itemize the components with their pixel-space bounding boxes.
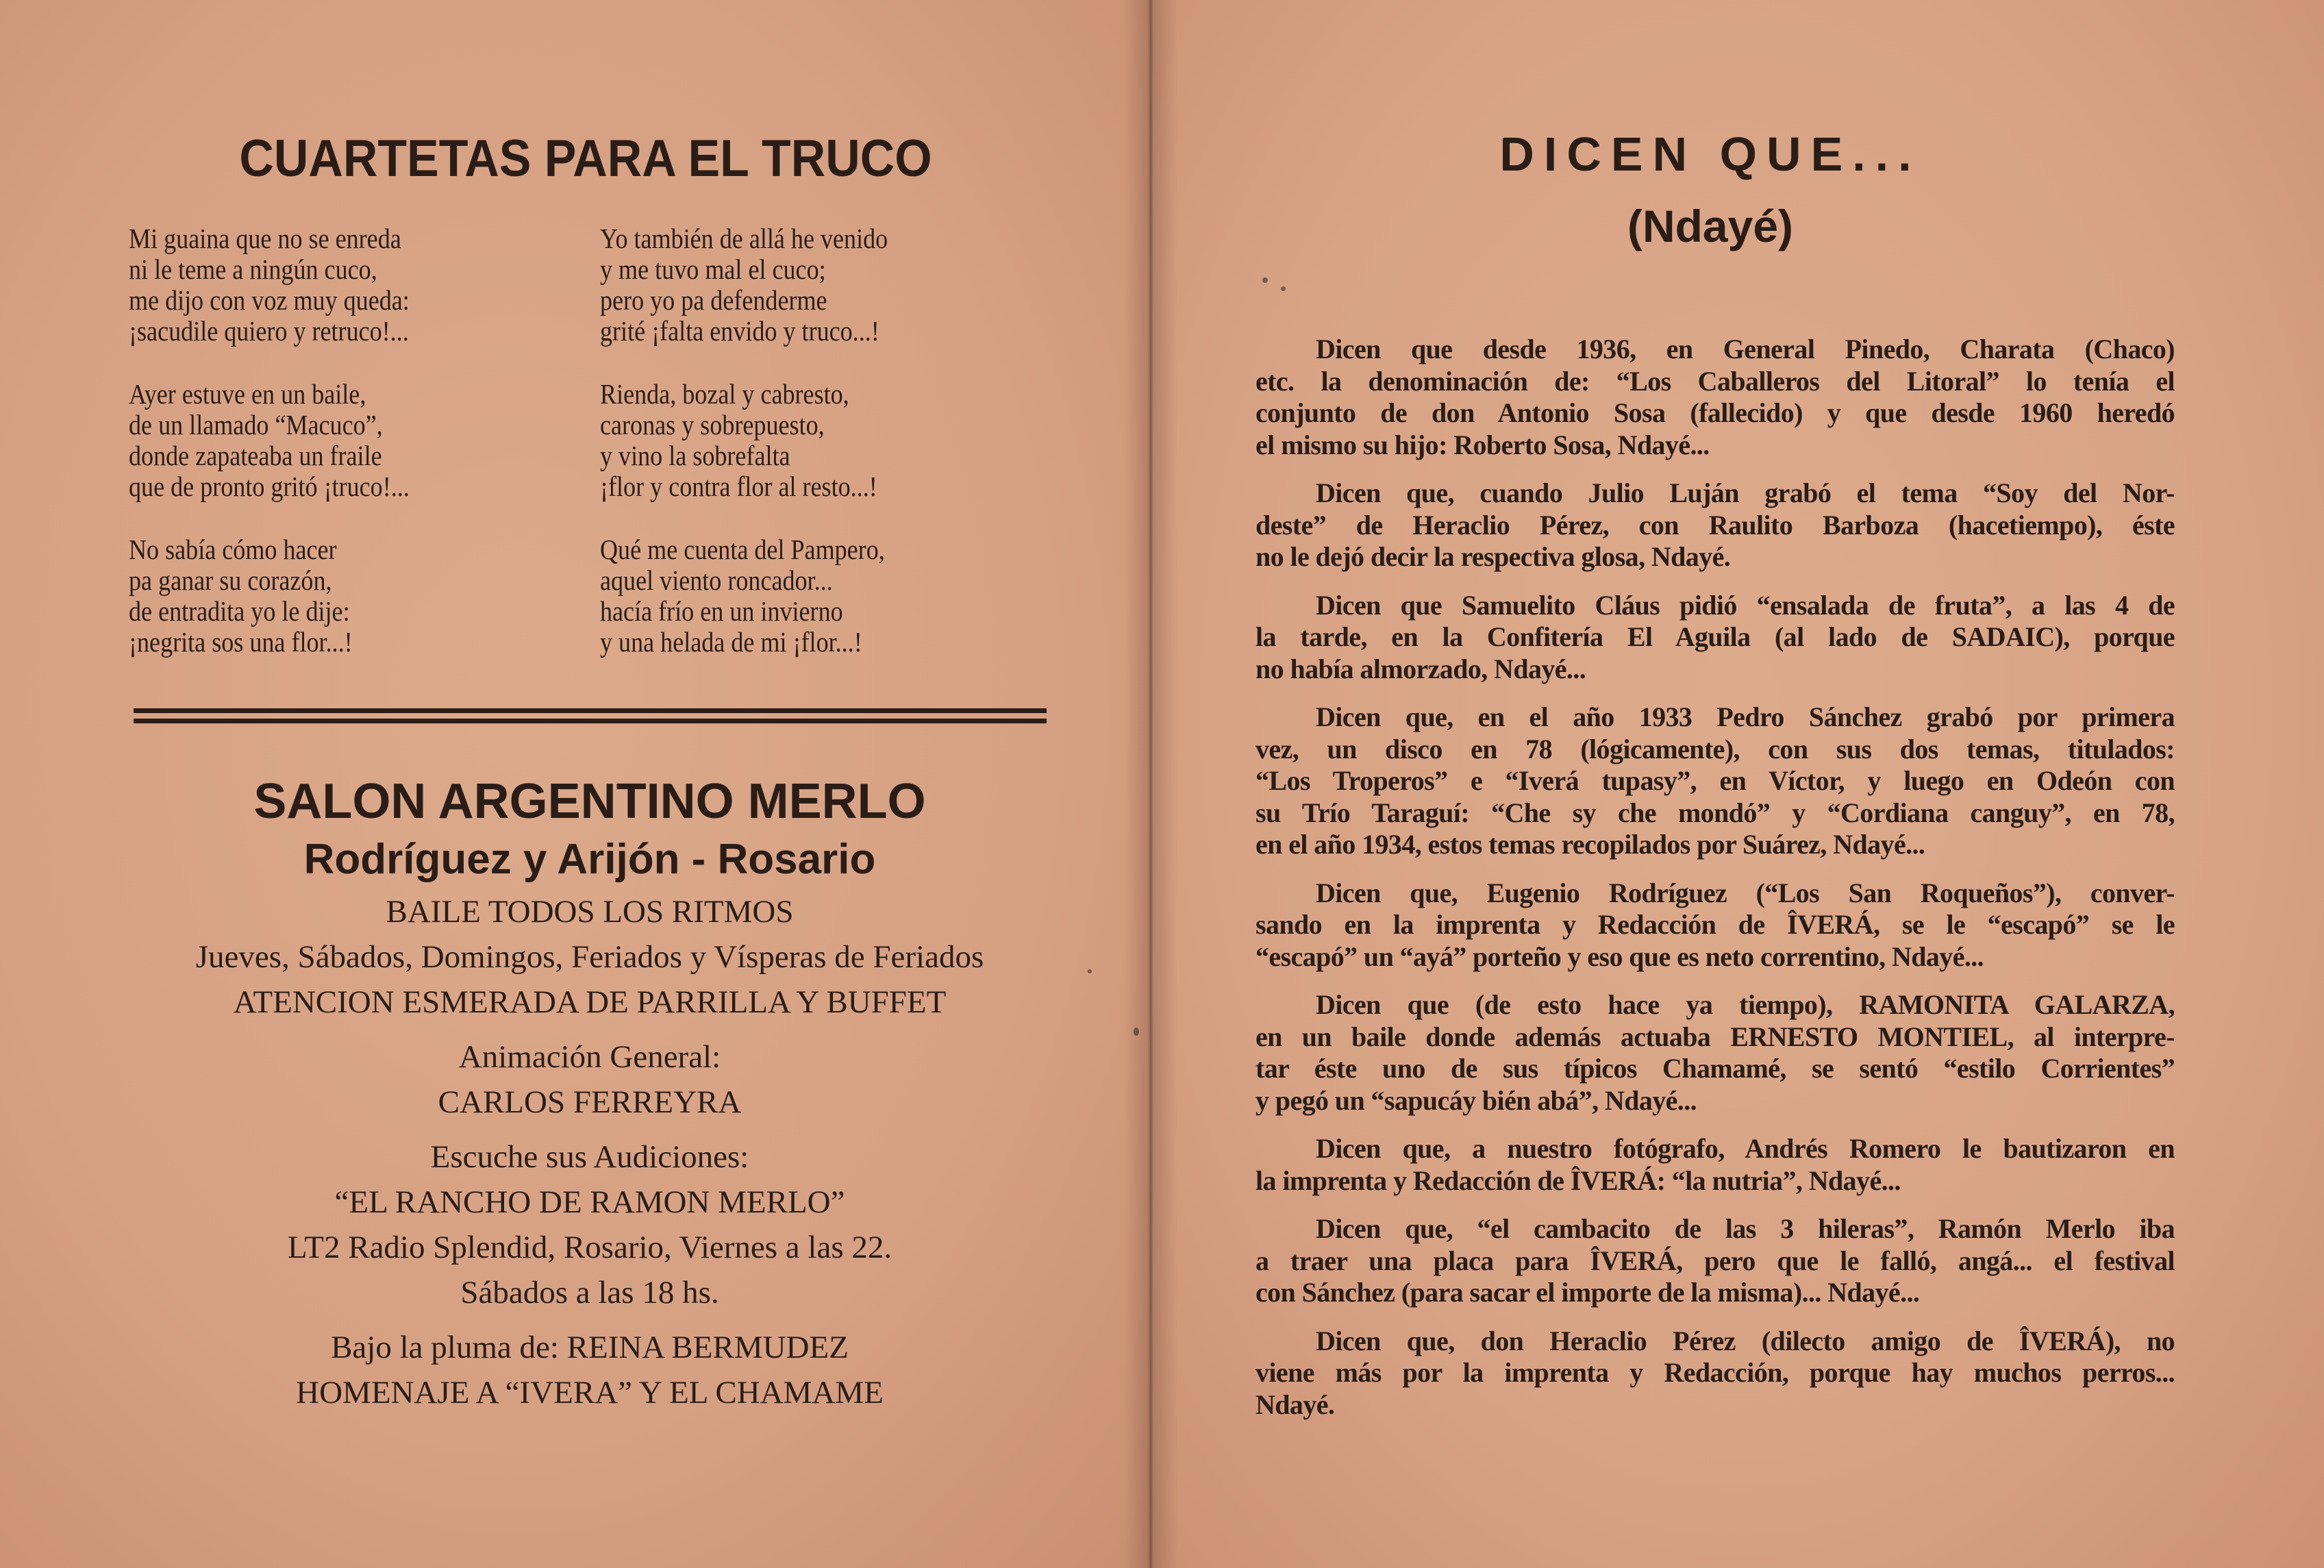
poem-line: Ayer estuve en un baile, — [129, 378, 366, 410]
poem-line: y una helada de mi ¡flor...! — [600, 626, 862, 658]
poem-column-left — [129, 223, 448, 690]
poem-line: Mi guaina que no se enreda — [129, 223, 401, 254]
poem-line: que de pronto gritó ¡truco!... — [129, 471, 410, 502]
ad-lines — [0, 889, 1179, 1415]
article-line: con Sánchez (para sacar el importe de la misma)... Ndayé... — [1255, 1277, 1920, 1308]
article-line: no le dejó decir la respectiva glosa, Ndayé. — [1255, 541, 1731, 572]
ad-line: Escuche sus Audiciones: — [430, 1139, 749, 1175]
article-line: Dicen que, cuando Julio Luján grabó el tema “Soy del Nor- — [1316, 477, 2175, 508]
article-line: vez, un disco en 78 (lógicamente), con sus dos temas, titulados: — [1255, 733, 2175, 764]
ndaye-subtitle: (Ndayé) — [1627, 201, 1794, 251]
poem-line: No sabía cómo hacer — [129, 534, 337, 565]
article-paragraph — [1255, 334, 2175, 461]
stanza — [129, 379, 448, 502]
poem-column-right — [600, 223, 927, 690]
article-line: Dicen que Samuelito Cláus pidió “ensalada de fruta”, a las 4 de — [1316, 589, 2175, 621]
poem-line: ¡sacudile quiero y retruco!... — [129, 315, 409, 347]
poem-line: hacía frío en un invierno — [600, 595, 843, 627]
article-line: Dicen que, a nuestro fotógrafo, Andrés Romero le bautizaron en — [1316, 1133, 2175, 1164]
article-line: Dicen que, Eugenio Rodríguez (“Los San Roqueños”), conver- — [1316, 877, 2175, 908]
poem-line: de entradita yo le dije: — [129, 595, 350, 627]
article-line: Dicen que, “el cambacito de las 3 hileras”, Ramón Merlo iba — [1316, 1213, 2175, 1244]
ad-line: BAILE TODOS LOS RITMOS — [386, 894, 794, 930]
article-paragraph — [1255, 1133, 2175, 1197]
poem-line: ni le teme a ningún cuco, — [129, 253, 377, 285]
poem-line: me dijo con voz muy queda: — [129, 284, 410, 316]
print-speck — [1088, 969, 1092, 973]
article-line: sando en la imprenta y Redacción de ÎVERÁ, se le “escapó” se le — [1255, 909, 2175, 940]
article-line: en el año 1934, estos temas recopilados por Suárez, Ndayé... — [1255, 829, 1925, 860]
poem-line: pa ganar su corazón, — [129, 564, 332, 596]
article-line: la imprenta y Redacción de ÎVERÁ: “la nutria”, Ndayé... — [1255, 1165, 1901, 1196]
print-speck — [1134, 1028, 1139, 1036]
print-speck — [1281, 286, 1286, 291]
print-speck — [1262, 277, 1268, 283]
poem-line: caronas y sobrepuesto, — [600, 409, 825, 440]
dicen-que-title: DICEN QUE... — [1499, 127, 1921, 181]
stanza — [129, 534, 448, 658]
dicen-que-articles — [1255, 334, 2175, 1437]
article-line: a traer una placa para ÎVERÁ, pero que le falló, angá... el festival — [1255, 1245, 2175, 1276]
article-line: conjunto de don Antonio Sosa (fallecido) y que desde 1960 heredó — [1255, 397, 2175, 428]
article-line: viene más por la imprenta y Redacción, porque hay muchos perros... — [1255, 1357, 2175, 1388]
article-line: Ndayé. — [1255, 1389, 1335, 1420]
article-line: Dicen que desde 1936, en General Pinedo, Charata (Chaco) — [1316, 334, 2175, 364]
double-rule-divider — [134, 708, 1047, 723]
article-line: Dicen que, don Heraclio Pérez (dilecto amigo de ÎVERÁ), no — [1316, 1325, 2175, 1356]
cuartetas-title: CUARTETAS PARA EL TRUCO — [239, 129, 932, 188]
ad-line: Jueves, Sábados, Domingos, Feriados y Vísperas de Feriados — [195, 939, 984, 975]
article-paragraph — [1255, 590, 2175, 686]
article-paragraph — [1255, 701, 2175, 861]
ad-line: Animación General: — [458, 1039, 721, 1075]
article-line: deste” de Heraclio Pérez, con Raulito Barboza (hacetiempo), éste — [1255, 509, 2175, 540]
poem-line: Rienda, bozal y cabresto, — [600, 378, 849, 410]
article-paragraph — [1255, 878, 2175, 973]
article-line: y pegó un “sapucáy bién abá”, Ndayé... — [1255, 1084, 1697, 1116]
article-line: tar éste uno de sus típicos Chamamé, se sentó “estilo Corrientes” — [1255, 1053, 2175, 1084]
salon-advertisement — [0, 773, 1179, 1415]
article-paragraph — [1255, 1213, 2175, 1309]
poem-line: y vino la sobrefalta — [600, 440, 790, 471]
article-paragraph — [1255, 1326, 2175, 1421]
article-line: su Trío Taraguí: “Che sy che mondó” y “Cordiana canguy”, en 78, — [1255, 797, 2175, 828]
stanza — [600, 379, 927, 502]
stanza — [600, 534, 927, 658]
poem-line: donde zapateaba un fraile — [129, 440, 382, 471]
poem-line: Yo también de allá he venido — [600, 223, 888, 254]
article-line: el mismo su hijo: Roberto Sosa, Ndayé... — [1255, 429, 1710, 460]
poem-line: pero yo pa defenderme — [600, 284, 827, 316]
ad-line: LT2 Radio Splendid, Rosario, Viernes a las 22. — [287, 1230, 892, 1265]
article-line: etc. la denominación de: “Los Caballeros del Litoral” lo tenía el — [1255, 365, 2175, 397]
article-line: “Los Troperos” e “Iverá tupasy”, en Víctor, y luego en Odeón con — [1255, 765, 2175, 796]
poem-line: grité ¡falta envido y truco...! — [600, 315, 879, 347]
article-line: “escapó” un “ayá” porteño y eso que es neto correntino, Ndayé... — [1255, 941, 1984, 972]
poem-line: aquel viento roncador... — [600, 564, 833, 596]
poem-line: ¡flor y contra flor al resto...! — [600, 471, 877, 502]
poem-line: ¡negrita sos una flor...! — [129, 626, 353, 658]
ad-line: HOMENAJE A “IVERA” Y EL CHAMAME — [296, 1375, 884, 1410]
article-line: en un baile donde además actuaba ERNESTO MONTIEL, al interpre- — [1255, 1021, 2175, 1052]
ad-line: ATENCION ESMERADA DE PARRILLA Y BUFFET — [233, 984, 947, 1020]
article-line: Dicen que (de esto hace ya tiempo), RAMONITA GALARZA, — [1316, 989, 2175, 1020]
article-paragraph — [1255, 477, 2175, 573]
ad-subtitle: Rodríguez y Arijón - Rosario — [303, 836, 876, 883]
stanza — [129, 223, 448, 347]
poem-line: de un llamado “Macuco”, — [129, 409, 383, 440]
poem-line: Qué me cuenta del Pampero, — [600, 534, 885, 565]
article-line: no había almorzado, Ndayé... — [1255, 653, 1586, 684]
article-paragraph — [1255, 989, 2175, 1117]
ad-line: Bajo la pluma de: REINA BERMUDEZ — [331, 1330, 849, 1365]
ad-line: “EL RANCHO DE RAMON MERLO” — [334, 1184, 845, 1220]
ad-title: SALON ARGENTINO MERLO — [253, 774, 926, 829]
stanza — [600, 223, 927, 347]
ad-line: Sábados a las 18 hs. — [460, 1275, 719, 1310]
poem-line: y me tuvo mal el cuco; — [600, 253, 826, 285]
ad-line: CARLOS FERREYRA — [438, 1084, 742, 1120]
article-line: Dicen que, en el año 1933 Pedro Sánchez grabó por primera — [1316, 701, 2175, 732]
article-line: la tarde, en la Confitería El Aguila (al lado de SADAIC), porque — [1255, 621, 2175, 652]
